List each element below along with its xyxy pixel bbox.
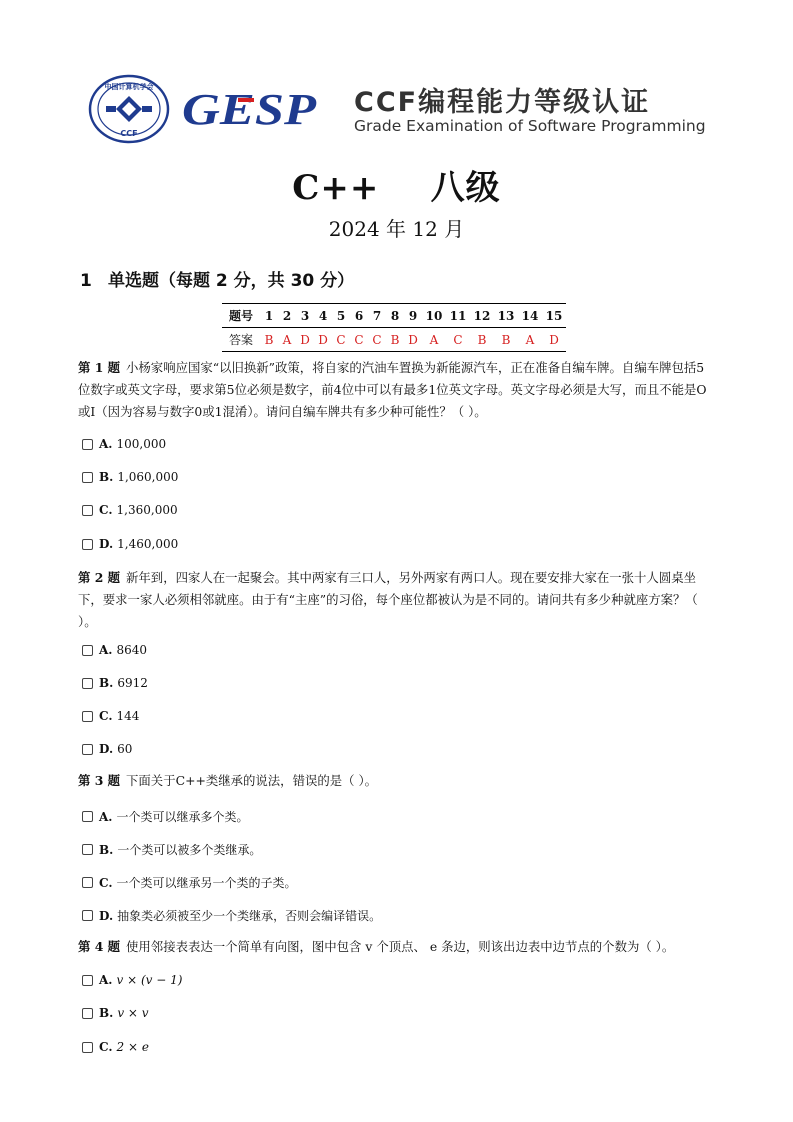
question-text-line: 第 4 题 使用邻接表表达一个简单有向图，图中包含 v 个顶点、 e 条边，则该出边表中边节点的个数为（ ）。 <box>78 939 675 954</box>
question-text-line: 第 3 题 下面关于C++类继承的说法，错误的是（ ）。 <box>78 773 378 788</box>
option-1b[interactable]: B. 1,060,000 <box>82 470 178 484</box>
gesp-logo-text: GESP <box>182 85 318 134</box>
checkbox-icon[interactable] <box>82 1008 93 1019</box>
question-number: 第 2 题 <box>78 570 121 585</box>
checkbox-icon[interactable] <box>82 844 93 855</box>
answer-table-number: 13 <box>494 304 518 328</box>
option-1c[interactable]: C. 1,360,000 <box>82 503 178 517</box>
gesp-logo <box>180 82 320 134</box>
ccf-seal-logo <box>88 74 170 144</box>
question-4 <box>78 936 710 958</box>
option-2a[interactable]: A. 8640 <box>82 643 147 657</box>
seal-bottom-text: CCF <box>120 129 138 138</box>
question-text-line: ）。 <box>78 614 97 629</box>
checkbox-icon[interactable] <box>82 1042 93 1053</box>
option-3d[interactable]: D. 抽象类必须被至少一个类继承，否则会编译错误。 <box>82 907 381 924</box>
answer-table-answer: B <box>470 328 494 352</box>
checkbox-icon[interactable] <box>82 505 93 516</box>
question-2 <box>78 567 710 633</box>
checkbox-icon[interactable] <box>82 910 93 921</box>
checkbox-icon[interactable] <box>82 472 93 483</box>
question-text-line: 第 2 题 新年到，四家人在一起聚会。其中两家有三口人，另外两家有两口人。现在要安排大家在一张十人圆桌坐 <box>78 570 696 585</box>
answer-table-answer: B <box>494 328 518 352</box>
option-1d[interactable]: D. 1,460,000 <box>82 537 178 551</box>
option-4a[interactable]: A. v × (v − 1) <box>82 973 182 987</box>
answer-table-answer-row <box>222 328 566 352</box>
header <box>88 74 708 144</box>
answer-table-answer: A <box>422 328 446 352</box>
question-number: 第 1 题 <box>78 360 121 375</box>
answer-table-number: 14 <box>518 304 542 328</box>
answer-table-number: 4 <box>314 304 332 328</box>
question-number: 第 4 题 <box>78 939 121 954</box>
answer-table-answer: B <box>260 328 278 352</box>
brand-subtitle: Grade Examination of Software Programming <box>354 117 706 135</box>
option-2b[interactable]: B. 6912 <box>82 676 148 690</box>
checkbox-icon[interactable] <box>82 711 93 722</box>
answer-table-number: 9 <box>404 304 422 328</box>
brand-title: CCF编程能力等级认证 <box>354 87 651 118</box>
option-2d[interactable]: D. 60 <box>82 742 132 756</box>
option-4c[interactable]: C. 2 × e <box>82 1040 149 1054</box>
question-text-line: 位数字或英文字母，要求第5位必须是数字，前4位中可以有最多1位英文字母。英文字母必须是大写，而且不能是O <box>78 382 707 397</box>
answer-table-answer: D <box>314 328 332 352</box>
answer-table-answer: C <box>446 328 470 352</box>
checkbox-icon[interactable] <box>82 811 93 822</box>
question-text-line: 或I（因为容易与数字0或1混淆）。请问自编车牌共有多少种可能性？（ ）。 <box>78 404 487 419</box>
question-text-line: 下，要求一家人必须相邻就座。由于有“主座”的习俗，每个座位都被认为是不同的。请问共有多少种就座方案？（ <box>78 592 698 607</box>
checkbox-icon[interactable] <box>82 744 93 755</box>
question-1 <box>78 357 710 423</box>
answer-table-number: 6 <box>350 304 368 328</box>
section-title: 单选题（每题 2 分，共 30 分） <box>108 271 355 291</box>
section-heading <box>80 266 354 291</box>
question-3 <box>78 770 710 792</box>
answer-table-answer: D <box>542 328 566 352</box>
answer-table-answer: C <box>332 328 350 352</box>
answer-table-row-label: 答案 <box>222 328 260 352</box>
checkbox-icon[interactable] <box>82 645 93 656</box>
answer-table-number: 10 <box>422 304 446 328</box>
answer-table-number: 11 <box>446 304 470 328</box>
checkbox-icon[interactable] <box>82 539 93 550</box>
answer-table-answer: A <box>278 328 296 352</box>
document-title: C++ 八级 <box>292 168 501 208</box>
answer-table-row-label: 题号 <box>222 304 260 328</box>
answer-table-number: 8 <box>386 304 404 328</box>
option-1a[interactable]: A. 100,000 <box>82 437 166 451</box>
answer-table <box>222 303 566 352</box>
question-number: 第 3 题 <box>78 773 121 788</box>
answer-table-number: 7 <box>368 304 386 328</box>
answer-table-number: 12 <box>470 304 494 328</box>
option-2c[interactable]: C. 144 <box>82 709 139 723</box>
section-number: 1 <box>80 271 92 291</box>
answer-table-answer: A <box>518 328 542 352</box>
checkbox-icon[interactable] <box>82 975 93 986</box>
document-date: 2024 年 12 月 <box>328 217 465 241</box>
answer-table-number: 15 <box>542 304 566 328</box>
answer-table-number: 2 <box>278 304 296 328</box>
answer-table-number-row <box>222 304 566 328</box>
checkbox-icon[interactable] <box>82 877 93 888</box>
checkbox-icon[interactable] <box>82 678 93 689</box>
answer-table-number: 3 <box>296 304 314 328</box>
seal-text: 中国计算机学会 <box>104 83 154 91</box>
answer-table-answer: D <box>296 328 314 352</box>
answer-table-answer: C <box>368 328 386 352</box>
checkbox-icon[interactable] <box>82 439 93 450</box>
answer-table-answer: D <box>404 328 422 352</box>
answer-table-answer: C <box>350 328 368 352</box>
question-text-line: 第 1 题 小杨家响应国家“以旧换新”政策，将自家的汽油车置换为新能源汽车，正在准备自编车牌。自编车牌包括5 <box>78 360 705 375</box>
option-3c[interactable]: C. 一个类可以继承另一个类的子类。 <box>82 874 297 891</box>
answer-table-number: 5 <box>332 304 350 328</box>
option-3b[interactable]: B. 一个类可以被多个类继承。 <box>82 841 261 858</box>
option-3a[interactable]: A. 一个类可以继承多个类。 <box>82 808 249 825</box>
answer-table-answer: B <box>386 328 404 352</box>
answer-table-number: 1 <box>260 304 278 328</box>
option-4b[interactable]: B. v × v <box>82 1006 149 1020</box>
